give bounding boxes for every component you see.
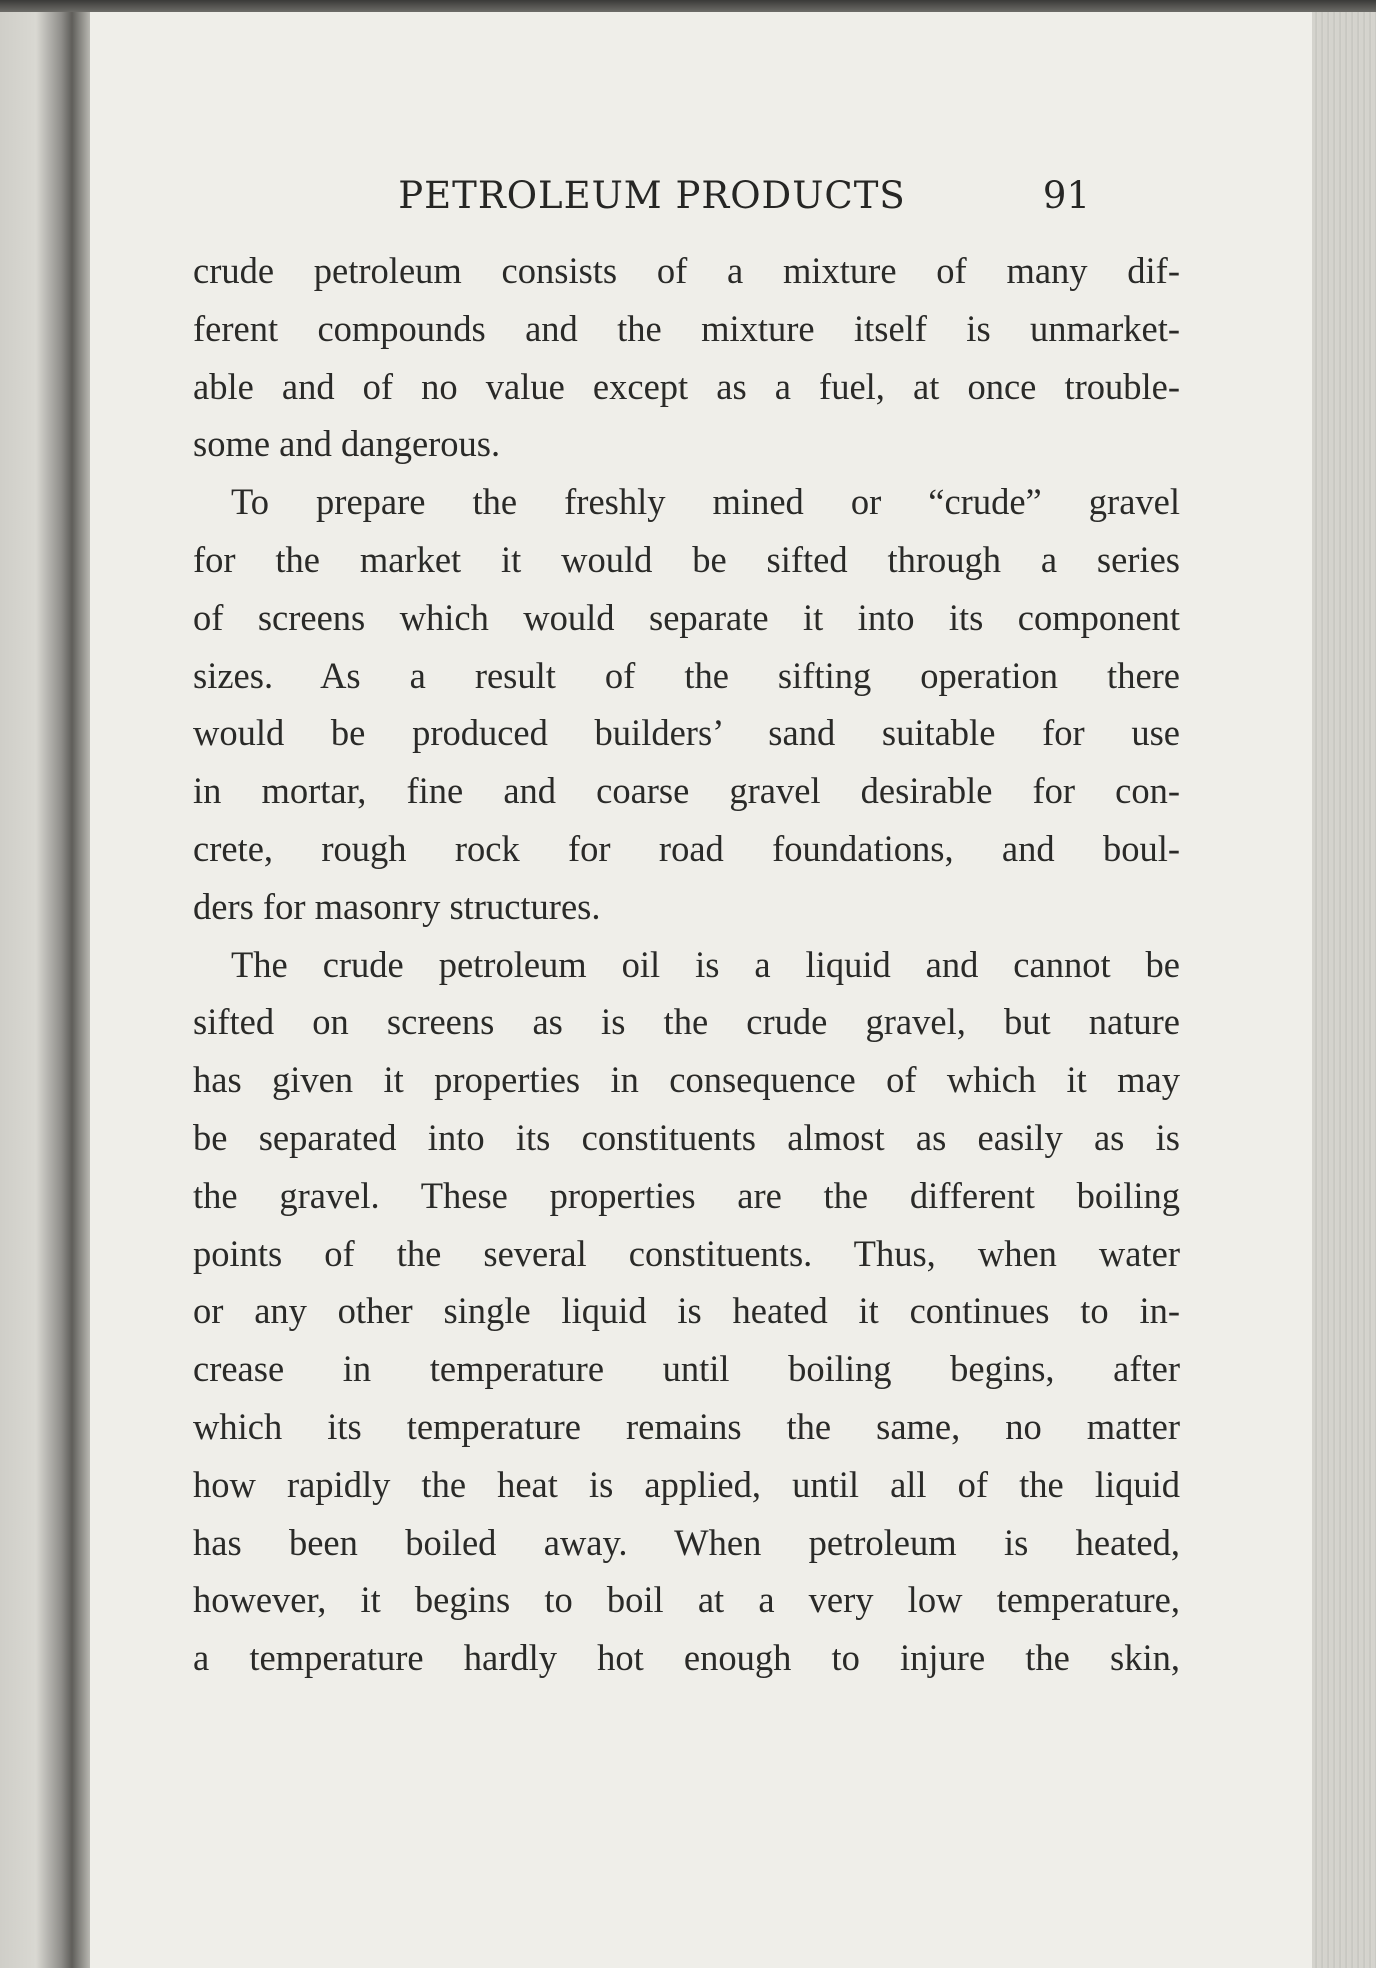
text-line: ders for masonry structures. bbox=[193, 885, 601, 927]
body-text bbox=[193, 242, 1180, 1687]
text-line: sifted on screens as is the crude gravel, but nature bbox=[193, 1001, 1180, 1043]
text-line: has been boiled away. When petroleum is heated, bbox=[193, 1521, 1180, 1563]
text-line: able and of no value except as a fuel, at once trouble- bbox=[193, 365, 1180, 407]
book-page bbox=[90, 12, 1312, 1968]
text-line: the gravel. These properties are the different boiling bbox=[193, 1174, 1180, 1216]
text-line: a temperature hardly hot enough to injure the skin, bbox=[193, 1637, 1180, 1679]
text-line: sizes. As a result of the sifting operation there bbox=[193, 654, 1180, 696]
text-line: ferent compounds and the mixture itself is unmarket- bbox=[193, 307, 1180, 349]
page-edges bbox=[1312, 12, 1376, 1968]
page-number: 91 bbox=[1042, 174, 1090, 217]
paragraph bbox=[193, 242, 1180, 473]
text-line: of screens which would separate it into its component bbox=[193, 596, 1180, 638]
text-line: which its temperature remains the same, no matter bbox=[193, 1405, 1180, 1447]
text-line: crude petroleum consists of a mixture of many dif- bbox=[193, 250, 1180, 291]
text-line: To prepare the freshly mined or “crude” gravel bbox=[231, 481, 1180, 523]
text-line: be separated into its constituents almost as easily as is bbox=[193, 1116, 1180, 1158]
text-line: has given it properties in consequence of which it may bbox=[193, 1059, 1180, 1101]
text-line: crete, rough rock for road foundations, and boul- bbox=[193, 827, 1180, 869]
text-line: how rapidly the heat is applied, until all of the liquid bbox=[193, 1463, 1180, 1505]
text-line: however, it begins to boil at a very low temperature, bbox=[193, 1579, 1180, 1621]
text-line: would be produced builders’ sand suitable for use bbox=[193, 712, 1180, 754]
page-header bbox=[90, 174, 1312, 224]
text-line: crease in temperature until boiling begins, after bbox=[193, 1348, 1180, 1390]
paragraph bbox=[193, 936, 1180, 1687]
running-head: PETROLEUM PRODUCTS bbox=[398, 174, 906, 217]
scan-top-edge bbox=[0, 0, 1376, 12]
text-line: The crude petroleum oil is a liquid and cannot be bbox=[231, 943, 1180, 985]
paragraph bbox=[193, 473, 1180, 935]
book-gutter bbox=[0, 12, 90, 1968]
text-line: or any other single liquid is heated it continues to in- bbox=[193, 1290, 1180, 1332]
text-line: in mortar, fine and coarse gravel desirable for con- bbox=[193, 770, 1180, 812]
text-line: some and dangerous. bbox=[193, 423, 501, 465]
text-line: for the market it would be sifted through a series bbox=[193, 538, 1180, 580]
text-line: points of the several constituents. Thus, when water bbox=[193, 1232, 1180, 1274]
